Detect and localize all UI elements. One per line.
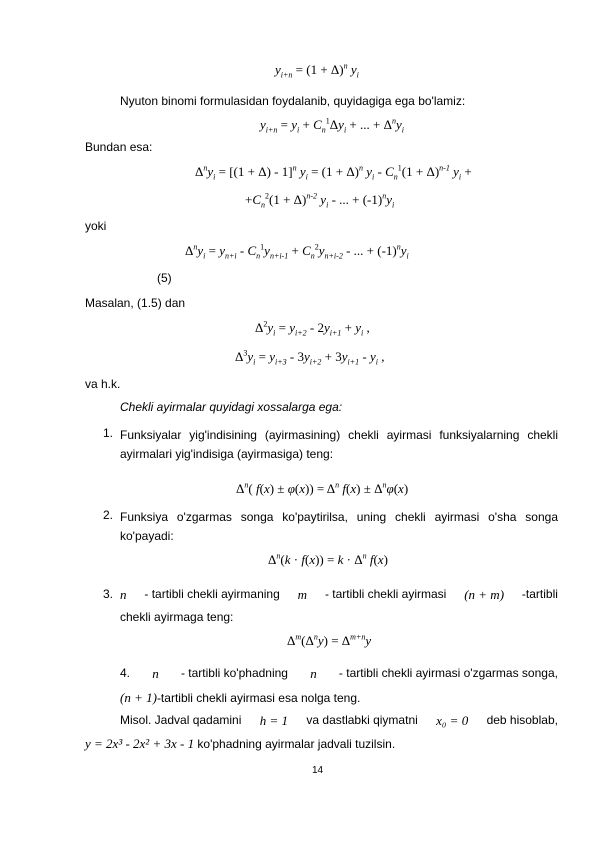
property3-formula: $\Delta^m(\Delta^ny) = \Delta^{m+n}y$ <box>287 632 372 648</box>
formula-delta-n-line1: $\Delta^ny_i = [(1 + \Delta) - 1]^n$ $y_i = (1 + \Delta)^n$ $y_i - C_n^1(1 + \Delta)^{n-1}$ $y_i$ + <box>195 163 472 182</box>
item1-number: 1. <box>103 426 114 440</box>
item3-line1 <box>120 587 558 603</box>
item3-m-symbol: m <box>297 587 308 602</box>
formula-expansion: $y_{i+n} = y_i + C_n^1\Delta y_i$ + ... + $\Delta^ny_i$ <box>260 116 404 135</box>
example-part-d: ko'phadning ayirmalar jadvali tuzilsin. <box>197 737 396 751</box>
page-number: 14 <box>312 765 324 776</box>
example-polynomial: y = 2x³ - 2x² + 3x - 1 <box>85 736 195 751</box>
item3-nm-symbol: (n + m) <box>464 587 505 602</box>
item4-n1-symbol: (n + 1) <box>120 690 157 705</box>
bundan-text: Bundan esa: <box>85 140 153 154</box>
item3-number: 3. <box>103 587 114 601</box>
item3-part-c: -tartibli <box>521 587 558 601</box>
item4-part-c: -tartibli chekli ayirmasi esa nolga teng. <box>156 691 361 705</box>
item1-text: Funksiyalar yig'indisining (ayirmasining) chekli ayirmasi funksiyalarning chekli ayirmalari yig'indisiga (ayirmasiga) teng: <box>120 428 558 461</box>
masalan-text: Masalan, (1.5) dan <box>85 296 186 310</box>
vahk-text: va h.k. <box>85 377 121 391</box>
item3-part-a: - tartibli chekli ayirmaning <box>144 587 280 601</box>
properties-heading: Chekli ayirmalar quyidagi xossalarga ega: <box>120 400 343 414</box>
example-initial-value: x₀ = 0 <box>436 713 469 728</box>
item3-n-symbol: n <box>120 587 127 602</box>
property2-formula: $\Delta^n(k \cdot f(x)) = k \cdot \Delta^n$ f(x) <box>268 551 388 567</box>
equation-number: (5) <box>157 271 172 285</box>
example-part-b: va dastlabki qiymatni <box>306 713 418 727</box>
formula-second-difference: $\Delta^2y_i = y_{i+2} - 2y_{i+1} + y_i$ , <box>255 319 370 338</box>
item2-text: Funksiya o'zgarmas songa ko'paytirilsa, uning chekli ayirmasi o'sha songa ko'payadi: <box>120 510 558 543</box>
item4-part-a: - tartibli ko'phadning <box>180 666 288 680</box>
example-line1 <box>120 713 558 729</box>
example-line2 <box>85 736 395 752</box>
item3-line2: chekli ayirmaga teng: <box>120 610 234 624</box>
example-part-a: Misol. Jadval qadamini <box>120 713 242 727</box>
item4-part-b: - tartibli chekli ayirmasi o'zgarmas songa, <box>338 666 558 680</box>
example-step: h = 1 <box>259 713 289 728</box>
nyuton-text: Nyuton binomi formulasidan foydalanib, quyidagiga ega bo'lamiz: <box>120 94 466 108</box>
item4-n-symbol: n <box>152 666 159 681</box>
formula-third-difference: $\Delta^3y_i = y_{i+3} - 3y_{i+2} + 3y_{i+1} - y_i$ , <box>235 348 385 367</box>
item3-part-b: - tartibli chekli ayirmasi <box>324 587 447 601</box>
item4-line1 <box>120 666 558 682</box>
item4-line2 <box>120 690 360 706</box>
item2-number: 2. <box>103 508 114 522</box>
item4-n2-symbol: n <box>310 666 317 681</box>
formula-binomial: $y_{i+n} = (1 + \Delta)^n$ $y_i$ <box>275 61 359 80</box>
yoki-text: yoki <box>85 219 107 233</box>
item4-number: 4. <box>120 666 131 680</box>
formula-delta-n-sum: $\Delta^ny_i = y_{n+i} - C_n^1y_{n+i-1} + C_n^2y_{n+i-2}$ - ... + $(-1)^ny_i$ <box>185 242 409 261</box>
property1-formula: $\Delta^n$( $f(x) \pm \varphi(x)) = \Delta^n$ $f(x) \pm \Delta^n\varphi(x)$ <box>236 480 409 496</box>
example-part-c: deb hisoblab, <box>486 713 558 727</box>
formula-delta-n-line2: $+C_n^2(1 + \Delta)^{n-2}$ $y_i$ - ... + $(-1)^ny_i$ <box>245 191 395 210</box>
